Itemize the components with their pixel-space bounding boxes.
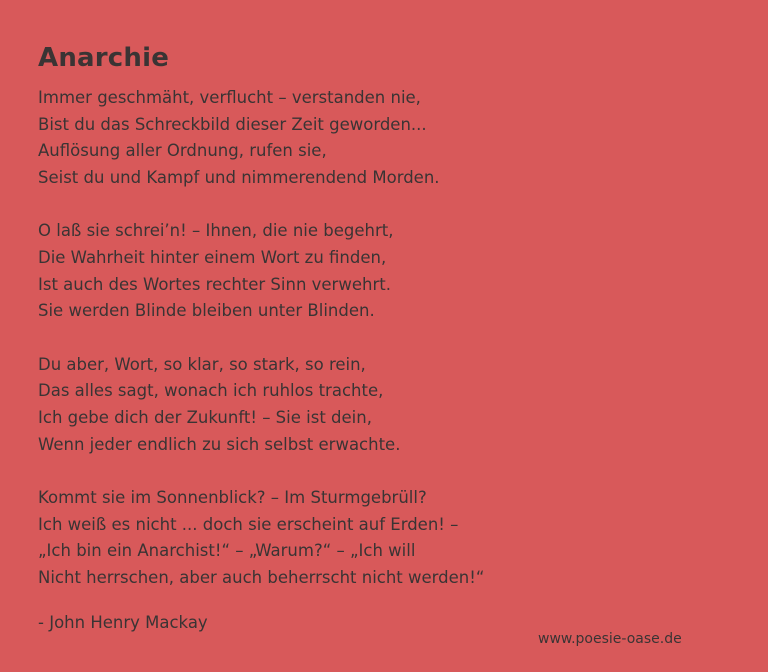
poem-title: Anarchie: [38, 43, 170, 73]
poem-line: Wenn jeder endlich zu sich selbst erwachte.: [38, 434, 401, 454]
poem-line: Bist du das Schreckbild dieser Zeit geworden...: [38, 114, 427, 134]
poem-line: Das alles sagt, wonach ich ruhlos trachte,: [38, 381, 384, 401]
poem-line: Seist du und Kampf und nimmerendend Morden.: [38, 168, 440, 188]
poem-line: Immer geschmäht, verflucht – verstanden nie,: [38, 88, 421, 107]
poem-author: - John Henry Mackay: [38, 613, 208, 632]
stanza: [38, 352, 738, 459]
poem-line: Nicht herrschen, aber auch beherrscht nicht werden!“: [38, 568, 485, 588]
poem-body: [38, 85, 738, 618]
poem-line: Du aber, Wort, so klar, so stark, so rein,: [38, 354, 366, 374]
poem-line: Ist auch des Wortes rechter Sinn verwehrt.: [38, 274, 391, 294]
poem-line: Kommt sie im Sonnenblick? – Im Sturmgebrüll?: [38, 487, 427, 507]
stanza: [38, 85, 738, 192]
poem-line: „Ich bin ein Anarchist!“ – „Warum?“ – „Ich will: [38, 541, 416, 561]
poem-line: Die Wahrheit hinter einem Wort zu finden,: [38, 248, 387, 268]
stanza: [38, 218, 738, 325]
website-watermark: www.poesie-oase.de: [538, 631, 682, 647]
stanza: [38, 485, 738, 592]
poem-line: Ich weiß es nicht ... doch sie erscheint auf Erden! –: [38, 514, 459, 534]
poem-line: O laß sie schrei’n! – Ihnen, die nie begehrt,: [38, 221, 394, 241]
poem-line: Ich gebe dich der Zukunft! – Sie ist dein,: [38, 408, 372, 428]
poem-line: Sie werden Blinde bleiben unter Blinden.: [38, 301, 375, 321]
poem-line: Auflösung aller Ordnung, rufen sie,: [38, 141, 327, 161]
